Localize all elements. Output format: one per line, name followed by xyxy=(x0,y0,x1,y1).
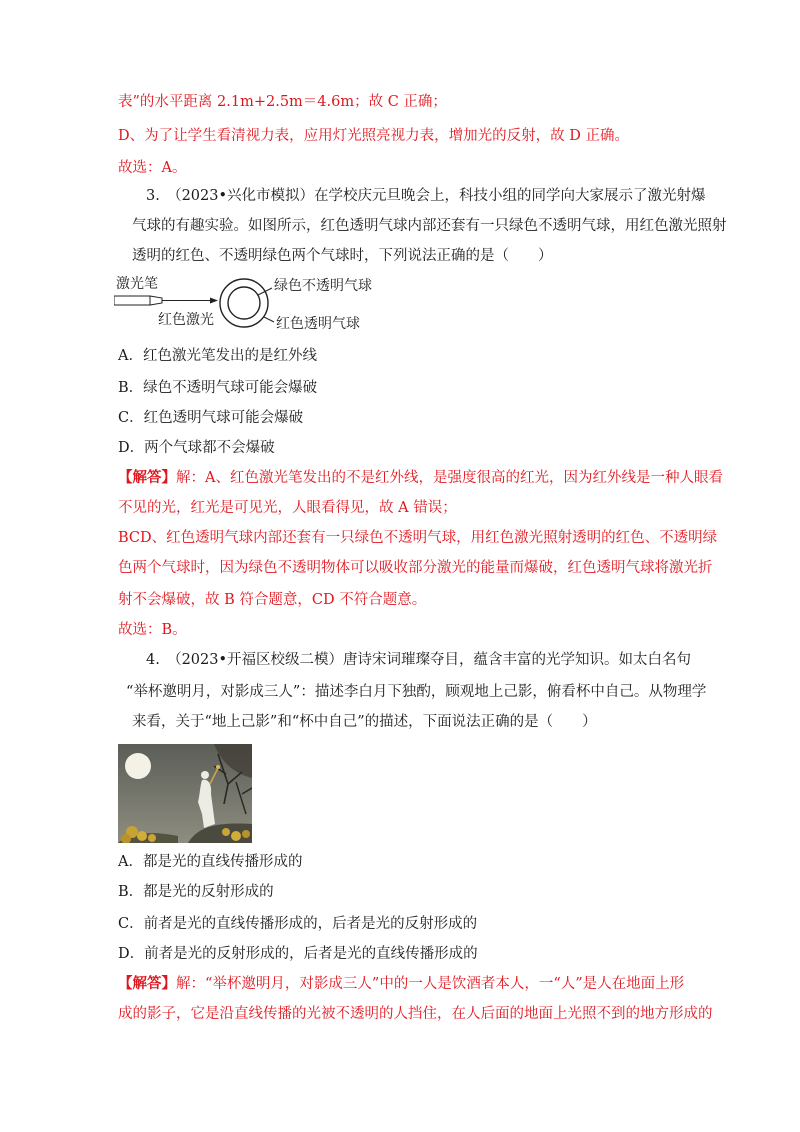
inner-balloon-leader xyxy=(258,288,272,295)
prev-answer-line-1: 表”的水平距离 2.1m+2.5m＝4.6m；故 C 正确； xyxy=(118,94,447,110)
outer-balloon-leader xyxy=(264,317,274,322)
q3-answer-text-1: 解：A、红色激光笔发出的不是红外线，是强度很高的红光，因为红外线是一种人眼看 xyxy=(176,470,723,486)
outer-red-balloon xyxy=(220,279,268,327)
red-laser-label: 红色激光 xyxy=(158,312,214,328)
q4-option-b: B．都是光的反射形成的 xyxy=(118,884,274,900)
prev-answer-line-2: D、为了让学生看清视力表，应用灯光照亮视力表，增加光的反射，故 D 正确。 xyxy=(118,128,629,144)
q3-answer-tag: 【解答】 xyxy=(118,469,176,486)
q3-stem-line-1: 3. （2023•兴化市模拟）在学校庆元旦晚会上，科技小组的同学向大家展示了激光射爆 xyxy=(146,188,706,204)
full-moon xyxy=(125,753,151,779)
laser-pen-label: 激光笔 xyxy=(116,276,158,292)
q4-answer-line-1 xyxy=(118,974,684,994)
q3-stem-line-3: 透明的红色、不透明绿色两个气球时，下列说法正确的是（ ） xyxy=(132,248,553,264)
inner-green-balloon xyxy=(228,287,260,319)
q3-answer-line-3: BCD、红色透明气球内部还套有一只绿色不透明气球，用红色激光照射透明的红色、不透明绿 xyxy=(118,530,718,546)
q4-option-a: A．都是光的直线传播形成的 xyxy=(118,854,303,870)
laser-balloon-diagram xyxy=(114,270,414,336)
q4-answer-text-1: 解：“举杯邀明月，对影成三人”中的一人是饮酒者本人，一“人”是人在地面上形 xyxy=(176,976,685,992)
outer-balloon-label: 红色透明气球 xyxy=(276,316,360,332)
q4-stem-line-1: 4. （2023•开福区校级二模）唐诗宋词璀璨夺目，蕴含丰富的光学知识。如太白名句 xyxy=(146,652,692,668)
q4-answer-line-2: 成的影子，它是沿直线传播的光被不透明的人挡住，在人后面的地面上光照不到的地方形成的 xyxy=(118,1006,713,1022)
q3-option-b: B．绿色不透明气球可能会爆破 xyxy=(118,380,318,396)
laser-beam-arrow xyxy=(210,298,218,304)
q3-stem-line-2: 气球的有趣实验。如图所示，红色透明气球内部还套有一只绿色不透明气球，用红色激光照射 xyxy=(132,218,727,234)
q3-option-d: D．两个气球都不会爆破 xyxy=(118,440,275,456)
q3-option-a: A．红色激光笔发出的是红外线 xyxy=(118,348,317,364)
q3-option-c: C．红色透明气球可能会爆破 xyxy=(118,410,304,426)
laser-pen-tip xyxy=(150,296,162,305)
q4-stem-line-3: 来看，关于“地上己影”和“杯中自己”的描述，下面说法正确的是（ ） xyxy=(132,714,597,730)
q4-answer-tag: 【解答】 xyxy=(118,975,176,992)
q4-option-d: D．前者是光的反射形成的，后者是光的直线传播形成的 xyxy=(118,946,478,962)
prev-answer-choice: 故选：A。 xyxy=(118,160,187,176)
q4-stem-line-2: “举杯邀明月，对影成三人”：描述李白月下独酌，顾观地上己影，俯看杯中自己。从物理学 xyxy=(126,684,707,700)
laser-pen-body xyxy=(114,296,150,305)
q3-answer-choice: 故选：B。 xyxy=(118,622,187,638)
q3-answer-line-2: 不见的光，红光是可见光，人眼看得见，故 A 错误； xyxy=(118,500,457,516)
inner-balloon-label: 绿色不透明气球 xyxy=(274,278,372,294)
q3-answer-line-1 xyxy=(118,468,723,488)
q4-option-c: C．前者是光的直线传播形成的，后者是光的反射形成的 xyxy=(118,916,478,932)
q3-answer-line-4: 色两个气球时，因为绿色不透明物体可以吸收部分激光的能量而爆破，红色透明气球将激光折 xyxy=(118,560,713,576)
li-bai-moon-painting xyxy=(118,744,252,843)
q3-answer-line-5: 射不会爆破，故 B 符合题意，CD 不符合题意。 xyxy=(118,592,427,608)
